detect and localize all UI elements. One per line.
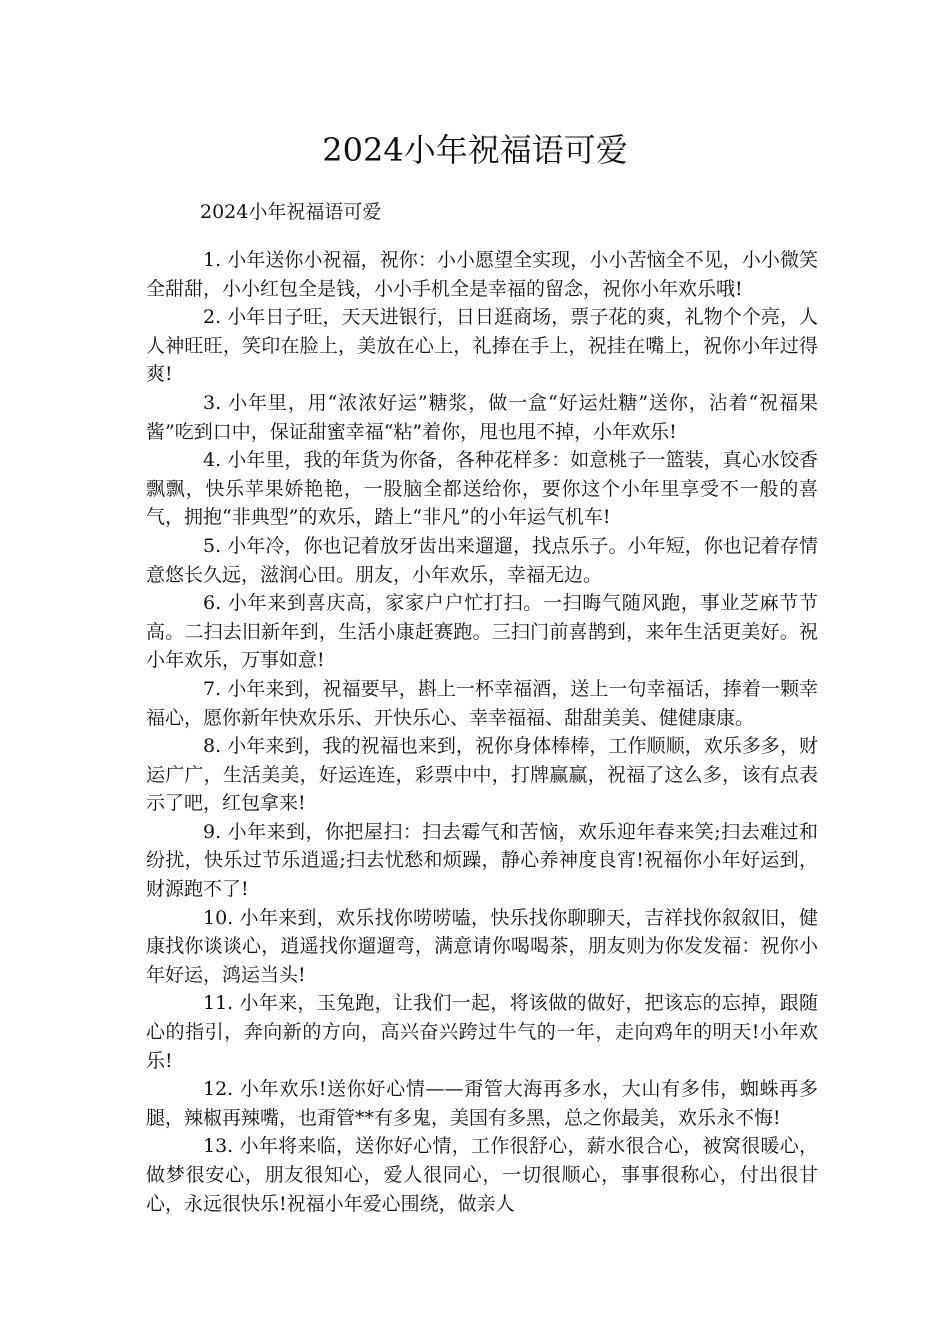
document-body (146, 246, 818, 1218)
paragraph-7: 7. 小年来到，祝福要早，斟上一杯幸福酒，送上一句幸福话，捧着一颗幸福心，愿你新年快欢乐乐、开快乐心、幸幸福福、甜甜美美、健健康康。 (146, 677, 818, 729)
paragraph-11: 11. 小年来，玉兔跑，让我们一起，将该做的做好，把该忘的忘掉，跟随心的指引，奔向新的方向，高兴奋兴跨过牛气的一年，走向鸡年的明天!小年欢乐! (146, 992, 818, 1072)
paragraph-13: 13. 小年将来临，送你好心情，工作很舒心，薪水很合心，被窝很暖心，做梦很安心，朋友很知心，爱人很同心，一切很顺心，事事很称心，付出很甘心，永远很快乐!祝福小年爱心围绕，做亲人 (146, 1135, 818, 1215)
paragraph-4: 4. 小年里，我的年货为你备，各种花样多：如意桃子一篮装，真心水饺香飘飘，快乐苹果娇艳艳，一股脑全都送给你，要你这个小年里享受不一般的喜气，拥抱“非典型”的欢乐，踏上“非凡”的小年运气机车! (146, 449, 818, 529)
paragraph-9: 9. 小年来到，你把屋扫：扫去霉气和苦恼，欢乐迎年春来笑;扫去难过和纷扰，快乐过节乐逍遥;扫去忧愁和烦躁，静心养神度良宵!祝福你小年好运到，财源跑不了! (146, 820, 818, 901)
document-title: 2024小年祝福语可爱 (322, 131, 628, 169)
paragraph-6: 6. 小年来到喜庆高，家家户户忙打扫。一扫晦气随风跑，事业芝麻节节高。二扫去旧新年到，生活小康赶赛跑。三扫门前喜鹊到，来年生活更美好。祝小年欢乐，万事如意! (146, 592, 818, 672)
paragraph-3: 3. 小年里，用“浓浓好运”糖浆，做一盒“好运灶糖”送你，沾着“祝福果酱”吃到口中，保证甜蜜幸福“粘”着你，甩也甩不掉，小年欢乐! (146, 391, 818, 443)
paragraph-12: 12. 小年欢乐!送你好心情——甭管大海再多水，大山有多伟，蜘蛛再多腿，辣椒再辣嘴，也甭管**有多鬼，美国有多黑，总之你最美，欢乐永不悔! (146, 1078, 818, 1129)
paragraph-2: 2. 小年日子旺，天天进银行，日日逛商场，票子花的爽，礼物个个亮，人人神旺旺，笑印在脸上，美放在心上，礼捧在手上，祝挂在嘴上，祝你小年过得爽! (146, 306, 818, 386)
paragraph-8: 8. 小年来到，我的祝福也来到，祝你身体棒棒，工作顺顺，欢乐多多，财运广广，生活美美，好运连连，彩票中中，打牌赢赢，祝福了这么多，该有点表示了吧，红包拿来! (146, 735, 818, 815)
paragraph-5: 5. 小年冷，你也记着放牙齿出来遛遛，找点乐子。小年短，你也记着存情意悠长久远，滋润心田。朋友，小年欢乐，幸福无边。 (146, 534, 818, 586)
document-subtitle: 2024小年祝福语可爱 (200, 201, 382, 223)
paragraph-1: 1. 小年送你小祝福，祝你：小小愿望全实现，小小苦恼全不见，小小微笑全甜甜，小小红包全是钱，小小手机全是幸福的留念，祝你小年欢乐哦! (146, 249, 818, 300)
paragraph-10: 10. 小年来到，欢乐找你唠唠嗑，快乐找你聊聊天，吉祥找你叙叙旧，健康找你谈谈心，逍遥找你遛遛弯，满意请你喝喝茶，朋友则为你发发福：祝你小年好运，鸿运当头! (146, 906, 818, 986)
